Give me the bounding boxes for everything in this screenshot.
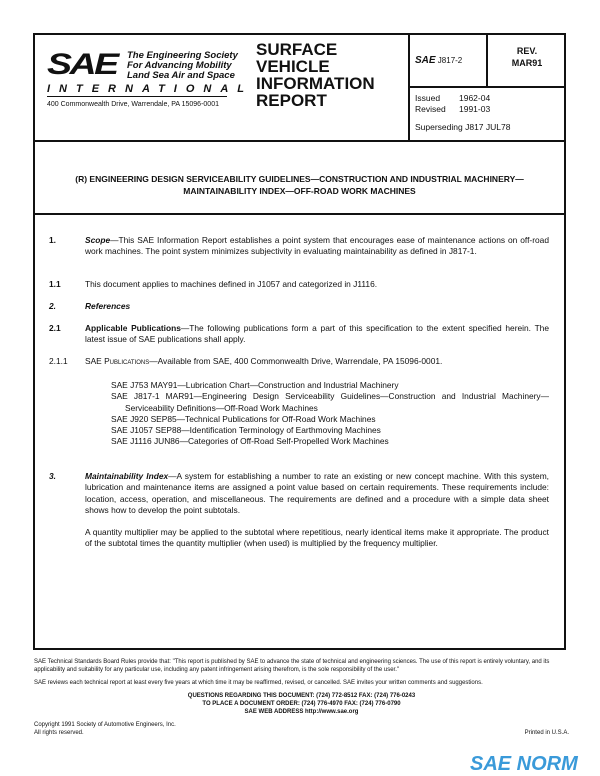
order-contact: TO PLACE A DOCUMENT ORDER: (724) 776-4970 FAX: (724) 776-0790 [202,701,401,707]
reference-item: SAE J920 SEP85—Technical Publications for Off-Road Work Machines [111,413,376,424]
report-type [256,41,375,109]
tagline [127,51,238,81]
copyright-block [34,721,569,737]
sae-logo-text: SAE [47,48,117,81]
doc-logo: SAE [415,55,436,66]
reference-item: SAE J1116 JUN86—Categories of Off-Road Self-Propelled Work Machines [111,436,389,447]
tagline-line: For Advancing Mobility [127,60,232,71]
document-frame [33,33,566,650]
issued-label: Issued [415,93,441,103]
section-heading: Scope [85,235,111,245]
policy-note: SAE Technical Standards Board Rules provide that: "This report is published by SAE to advance the state of technical and engineering sciences. The use of this report is entirely voluntary, and its applicability and suitability for any particular use, including any patent infringement arising therefrom, is the sole responsibility of the user." [34,659,550,673]
review-note: SAE reviews each technical report at least every five years at which time it may be reaffirmed, revised, or cancelled. SAE invites your written comments and suggestions. [34,680,483,686]
section-number: 1.1 [49,279,61,289]
questions-contact: QUESTIONS REGARDING THIS DOCUMENT: (724) 772-8512 FAX: (724) 776-0243 [187,693,416,699]
section-heading: References [85,301,131,311]
reference-item: SAE J1057 SEP88—Identification Terminology of Earthmoving Machines [111,425,381,436]
section-text: —Available from SAE, 400 Commonwealth Drive, Warrendale, PA 15096-0001. [149,356,443,366]
international-label: INTERNATIONAL [47,83,254,95]
copyright: Copyright 1991 Society of Automotive Engineers, Inc. [34,722,176,728]
section-number: 2.1 [49,323,61,333]
section-1 [49,235,549,258]
rev-value: MAR91 [511,58,543,68]
superseding: Superseding J817 JUL78 [415,122,511,132]
section-number: 1. [49,235,56,245]
section-2-1 [49,323,549,346]
dates [415,93,503,115]
contact-block [34,692,569,716]
header [35,35,564,142]
section-text: This document applies to machines defined in J1057 and categorized in J1116. [85,279,378,289]
reference-item: SAE J817-1 MAR91—Engineering Design Serviceability Guidelines—Construction and Industrial Machinery—Serviceability Definitions—Off-Road Work Machines [111,391,549,413]
report-type-line: SURFACE [256,40,338,59]
tagline-line: Land Sea Air and Space [127,70,235,81]
section-3 [49,471,549,550]
section-1-1 [49,279,549,290]
reference-item: SAE J753 MAY91—Lubrication Chart—Construction and Industrial Machinery [111,380,399,390]
sae-norm-watermark: SAE NORM [470,753,578,775]
section-text: —A system for establishing a number to rate an existing or new concept machine. With this system, lubrication and maintenance items are assigned a point value based on certain requirements. These requirements include: location, access, operation, and miscellaneous. The requirements are defined and a procedure with a simple data sheet shows how to develop the point subtotals. [85,471,550,515]
revised-label: Revised [415,104,446,114]
doc-number-cell [410,35,488,88]
issued-value: 1962-04 [459,93,491,103]
section-text: A quantity multiplier may be applied to the subtotal where repetitious, nearly identical items make it appropriate. The product of the subtotal times the quantity multiplier (when used) is multiplied by the frequency multiplier. [85,527,549,549]
rev-label: REV. [516,46,538,56]
revision-cell [488,35,566,88]
section-2-1-1 [49,356,549,367]
section-text: —The following publications form a part of this specification to the extent specified herein. The latest issue of SAE publications shall apply. [85,323,550,345]
address: 400 Commonwealth Drive, Warrendale, PA 15096-0001 [47,101,219,108]
report-type-line: INFORMATION [256,74,375,93]
section-heading: Maintainability Index [85,471,169,481]
reference-list [111,380,549,448]
revised-value: 1991-03 [459,104,491,114]
rights-reserved: All rights reserved. [34,730,84,736]
tagline-line: The Engineering Society [127,50,238,61]
section-2 [49,301,549,312]
section-heading: Applicable Publications [85,323,181,333]
document-title: (R) ENGINEERING DESIGN SERVICEABILITY GUIDELINES—CONSTRUCTION AND INDUSTRIAL MACHINERY—MAINTAINABILITY INDEX—OFF-ROAD WORK MACHINES [35,140,564,215]
section-number: 2.1.1 [49,356,68,366]
section-heading: SAE Publications [85,356,150,366]
report-type-line: REPORT [256,91,327,110]
section-number: 3. [49,471,56,481]
printed-in: Printed in U.S.A. [524,730,569,736]
footer [34,658,569,737]
doc-info-box [408,35,566,140]
section-number: 2. [49,301,56,311]
web-address: SAE WEB ADDRESS http://www.sae.org [244,709,359,715]
section-text: —This SAE Information Report establishes a point system that encourages ease of maintenance actions on off-road work machines. The point system minimizes subjectivity in evaluating maintainability as defined in J817-1. [85,235,549,257]
doc-number: J817-2 [437,56,463,65]
report-type-line: VEHICLE [256,57,330,76]
